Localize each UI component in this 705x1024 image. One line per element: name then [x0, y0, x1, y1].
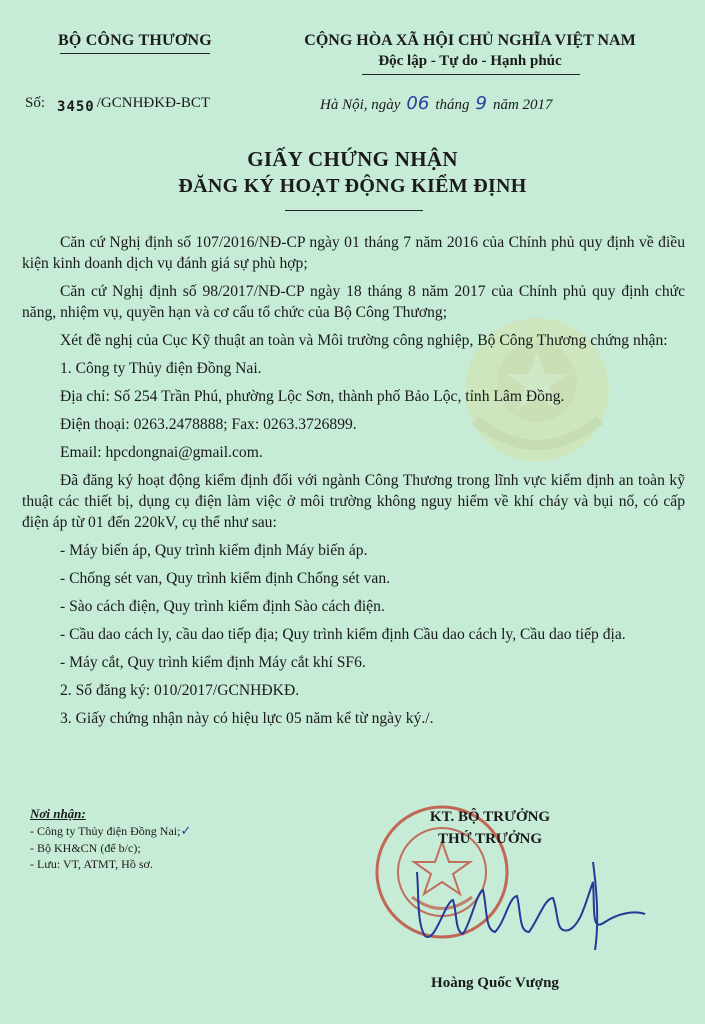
date-month-handwritten: 9: [475, 93, 487, 114]
date-year: năm 2017: [492, 97, 553, 113]
document-number-label: Số:: [25, 95, 46, 111]
title-underline: [285, 210, 423, 211]
signer-name: Hoàng Quốc Vượng: [431, 975, 559, 991]
legal-basis-1: Căn cứ Nghị định số 107/2016/NĐ-CP ngày 01 tháng 7 năm 2016 của Chính phủ quy định về điều kiện kinh doanh dịch vụ đánh giá sự phù hợp;: [22, 234, 685, 272]
legal-basis-2: Căn cứ Nghị định số 98/2017/NĐ-CP ngày 18 tháng 8 năm 2017 của Chính phủ quy định chức năng, nhiệm vụ, quyền hạn và cơ cấu tổ chức của Bộ Công Thương;: [22, 283, 685, 321]
handwritten-signature-icon: [405, 852, 650, 952]
signer-title-2: THỨ TRƯỞNG: [437, 831, 543, 847]
company-name: 1. Công ty Thủy điện Đồng Nai.: [60, 360, 262, 377]
date-month-label: tháng: [435, 97, 470, 113]
list-item: - Cầu dao cách ly, cầu dao tiếp địa; Quy trình kiểm định Cầu dao cách ly, Cầu dao tiếp địa.: [60, 626, 626, 643]
company-email: Email: hpcdongnai@gmail.com.: [60, 444, 263, 461]
republic-name: CỘNG HÒA XÃ HỘI CHỦ NGHĨA VIỆT NAM: [304, 32, 636, 49]
national-motto: Độc lập - Tự do - Hạnh phúc: [378, 53, 562, 69]
document-number: [25, 95, 211, 115]
recipients-block: [30, 806, 191, 872]
signer-title-1: KT. BỘ TRƯỞNG: [429, 809, 551, 825]
date-place: Hà Nội, ngày: [320, 97, 401, 113]
recipient-item: - Lưu: VT, ATMT, Hồ sơ.: [30, 857, 153, 871]
signer-position: [395, 806, 585, 850]
recipient-item: - Bộ KH&CN (để b/c);: [30, 841, 141, 855]
list-item: - Chống sét van, Quy trình kiểm định Chống sét van.: [60, 570, 391, 587]
recipients-heading: Nơi nhận:: [30, 806, 86, 821]
document-title-line1: GIẤY CHỨNG NHẬN: [247, 147, 458, 171]
list-item: - Máy biến áp, Quy trình kiểm định Máy biến áp.: [60, 542, 368, 559]
date-day-handwritten: 06: [406, 93, 430, 114]
check-mark-icon: ✓: [180, 824, 192, 839]
document-number-stamped: 3450: [57, 99, 95, 115]
date-line: [320, 93, 553, 114]
list-item: - Sào cách điện, Quy trình kiểm định Sào cách điện.: [60, 598, 385, 615]
document-title-line2: ĐĂNG KÝ HOẠT ĐỘNG KIỂM ĐỊNH: [178, 175, 527, 197]
company-address: Địa chỉ: Số 254 Trần Phú, phường Lộc Sơn, thành phố Bảo Lộc, tỉnh Lâm Đồng.: [60, 388, 565, 405]
document-number-suffix: /GCNHĐKĐ-BCT: [96, 95, 211, 111]
company-phone-fax: Điện thoại: 0263.2478888; Fax: 0263.3726899.: [60, 416, 357, 433]
recipient-item: - Công ty Thủy điện Đồng Nai;✓: [30, 824, 192, 839]
validity-statement: 3. Giấy chứng nhận này có hiệu lực 05 năm kể từ ngày ký./.: [60, 710, 434, 727]
motto-underline: [362, 74, 580, 75]
scope-paragraph: Đã đăng ký hoạt động kiểm định đối với ngành Công Thương trong lĩnh vực kiểm định an toàn kỹ thuật các thiết bị, dụng cụ điện làm việc ở môi trường không nguy hiểm về khí cháy và bụi nổ, có cấp điện áp từ 01 đến 220kV, cụ thể như sau:: [22, 472, 685, 531]
registration-number: 2. Số đăng ký: 010/2017/GCNHĐKĐ.: [60, 682, 300, 699]
document-body: [22, 232, 685, 736]
ministry-name: BỘ CÔNG THƯƠNG: [58, 32, 212, 49]
list-item: - Máy cắt, Quy trình kiểm định Máy cắt khí SF6.: [60, 654, 366, 671]
ministry-underline: [60, 53, 210, 54]
proposal-paragraph: Xét đề nghị của Cục Kỹ thuật an toàn và Môi trường công nghiệp, Bộ Công Thương chứng nhận:: [60, 332, 668, 349]
